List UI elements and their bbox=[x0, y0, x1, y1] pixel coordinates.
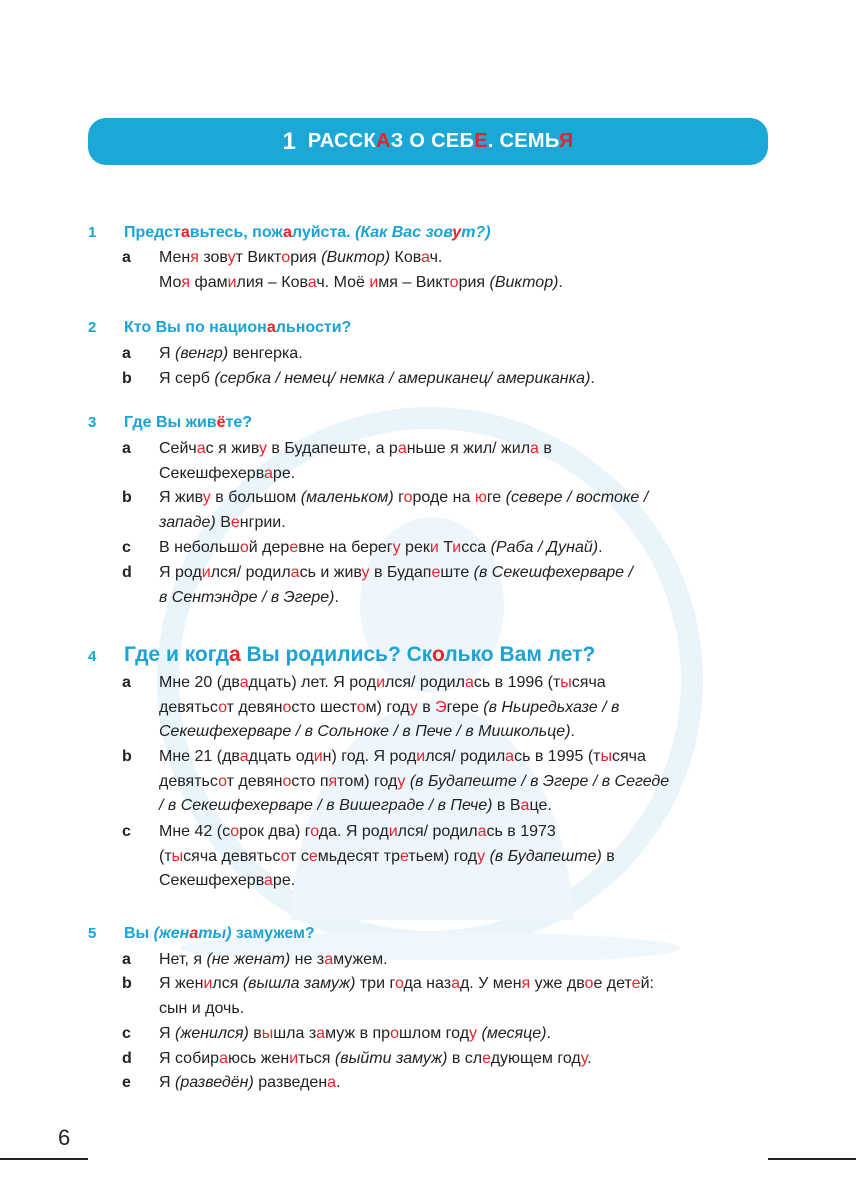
answer-3d: d Я родился/ родилась и живу в Будапеште (в Секешфехерваре / в Сентэндре / в Эгере). bbox=[122, 564, 633, 606]
chapter-banner bbox=[88, 118, 768, 165]
answer-3c: c В небольшой деревне на берегу реки Тисса (Раба / Дунай). bbox=[122, 539, 603, 556]
answer-4a: a Мне 20 (двадцать) лет. Я родился/ родилась в 1996 (тысяча девятьсот девяносто шестом) году в Эгере (в Ньиредьхазе / в Секешфехерваре / в Сольноке / в Пече / в Мишкольце). bbox=[122, 674, 620, 740]
chapter-title: РАССКАЗ О СЕБЕ. СЕМЬЯ bbox=[307, 130, 574, 152]
answer-3b: b Я живу в большом (маленьком) городе на юге (севере / востоке / западе) Венгрии. bbox=[122, 489, 649, 531]
answer-2a: a Я (венгр) венгерка. bbox=[122, 345, 303, 362]
footer-rule-right bbox=[768, 1158, 856, 1160]
section-1-question: 1 Представьтесь, пожалуйста. (Как Вас зовут?) bbox=[88, 224, 491, 241]
section-4-question: 4 Где и когда Вы родились? Сколько Вам лет? bbox=[88, 643, 596, 666]
answer-5a: a Нет, я (не женат) не замужем. bbox=[122, 951, 388, 968]
answer-5b: b Я женился (вышла замуж) три года назад. У меня уже двое детей: сын и дочь. bbox=[122, 975, 654, 1017]
section-2-question: 2 Кто Вы по национальности? bbox=[88, 319, 352, 336]
chapter-number: 1 bbox=[282, 127, 296, 155]
section-3-question: 3 Где Вы живёте? bbox=[88, 414, 253, 431]
answer-4c: c Мне 42 (сорок два) года. Я родился/ родилась в 1973 (тысяча девятьсот семьдесят третьем) году (в Будапеште) в Секешфехерваре. bbox=[122, 823, 615, 889]
answer-1a: a Меня зовут Виктория (Виктор) Ковач. Моя фамилия – Ковач. Моё имя – Виктория (Виктор). bbox=[122, 249, 563, 291]
section-5-question: 5 Вы (женаты) замужем? bbox=[88, 925, 315, 942]
page-number: 6 bbox=[58, 1125, 71, 1150]
answer-5c: c Я (женился) вышла замуж в прошлом году (месяце). bbox=[122, 1025, 551, 1042]
answer-5d: d Я собираюсь жениться (выйти замуж) в следующем году. bbox=[122, 1050, 592, 1067]
answer-3a: a Сейчас я живу в Будапеште, а раньше я жил/ жила в Секешфехерваре. bbox=[122, 440, 552, 482]
answer-2b: b Я серб (сербка / немец/ немка / американец/ американка). bbox=[122, 370, 595, 387]
answer-4b: b Мне 21 (двадцать один) год. Я родился/ родилась в 1995 (тысяча девятьсот девяносто пятом) году (в Будапеште / в Эгере / в Сегеде / в Секешфехерваре / в Вишеграде / в Пече) в Ваце. bbox=[122, 748, 670, 814]
footer-rule-left bbox=[0, 1158, 88, 1160]
answer-5e: e Я (разведён) разведена. bbox=[122, 1074, 341, 1091]
